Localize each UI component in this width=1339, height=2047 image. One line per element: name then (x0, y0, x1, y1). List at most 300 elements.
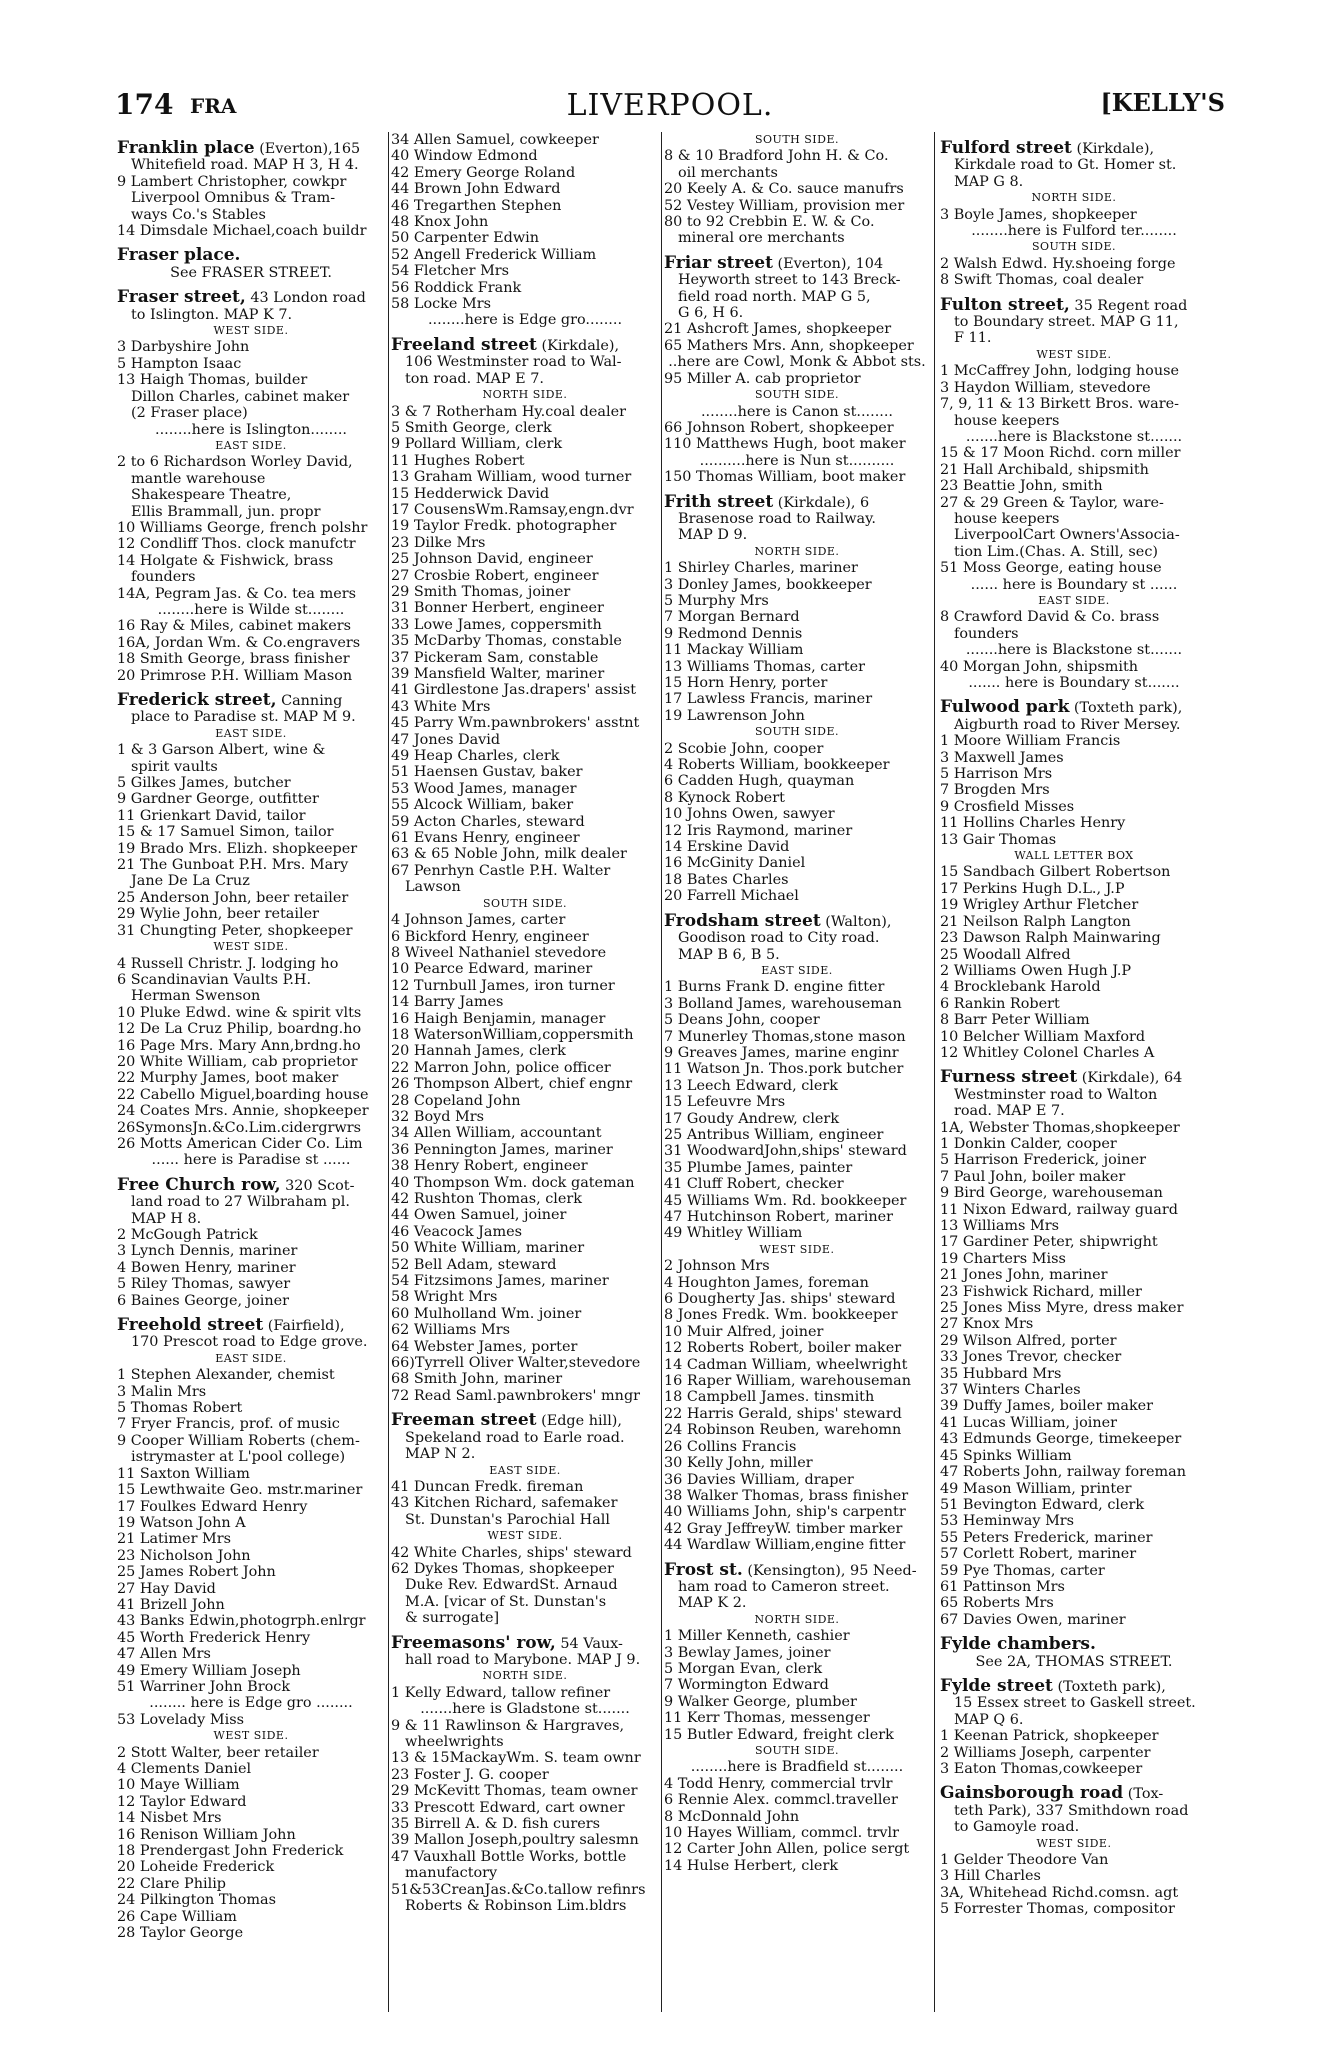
directory-entry: 46 Veacock James (391, 1223, 523, 1240)
directory-entry: 45 Spinks William (940, 1447, 1072, 1464)
directory-entry: 21 Ashcroft James, shopkeeper (664, 321, 892, 338)
directory-entry: 20 Primrose P.H. William Mason (117, 667, 353, 684)
street-description: MAP B 6, B 5. (678, 946, 780, 963)
street-description: (Fairfield), (267, 1318, 345, 1335)
directory-entry: 26 Motts American Cider Co. Lim (117, 1135, 363, 1152)
directory-entry: 21 Hall Archibald, shipsmith (940, 461, 1149, 478)
directory-entry: 20 Farrell Michael (664, 888, 799, 905)
directory-entry: 12 Condliff Thos. clock manufctr (117, 536, 356, 553)
street-heading (940, 1785, 1208, 1802)
directory-entry: 10 Belcher William Maxford (940, 1028, 1146, 1045)
street-description: Aigburth road to River Mersey. (954, 716, 1181, 733)
directory-entry: 40 Morgan John, shipsmith (940, 658, 1139, 675)
directory-entry: 47 Vauxhall Bottle Works, bottle (391, 1848, 627, 1865)
directory-entry: 1 Miller Kenneth, cashier (664, 1628, 850, 1645)
directory-entry: 11 Hollins Charles Henry (940, 815, 1126, 832)
street-heading (664, 494, 930, 511)
directory-entry: 8 Swift Thomas, coal dealer (940, 272, 1144, 289)
directory-entry: 18 WatersonWilliam,coppersmith (391, 1026, 634, 1043)
directory-entry: 7 Munerley Thomas,stone mason (664, 1028, 906, 1045)
cross-reference: ........here is Bradfield st........ (690, 1759, 904, 1776)
street-description: Heyworth street to 143 Breck- (678, 272, 901, 289)
street-heading (391, 337, 659, 354)
directory-entry: 15 Hedderwick David (391, 485, 550, 502)
directory-entry: 2 Stott Walter, beer retailer (117, 1744, 319, 1761)
street-description: (Kirkdale), (1076, 141, 1155, 157)
directory-entry: 13 Haigh Thomas, builder (117, 372, 308, 389)
street-description: (Edge hill), (541, 1413, 622, 1430)
street-description: (Everton), 104 (777, 255, 884, 272)
street-description: (Kirkdale), 6 (777, 494, 870, 511)
directory-entry: 34 Allen Samuel, cowkeeper (391, 132, 599, 148)
section-gap (391, 1404, 659, 1412)
directory-entry: 26SymonsJn.&Co.Lim.cidergrwrs (117, 1119, 362, 1136)
directory-entry: 54 Fitzsimons James, mariner (391, 1273, 609, 1290)
street-description: F 11. (954, 330, 992, 347)
directory-entry: 52 Angell Frederick William (391, 246, 597, 263)
street-heading (391, 1635, 659, 1652)
directory-entry: 27 Knox Mrs (940, 1316, 1034, 1333)
street-description: Kirkdale road to Gt. Homer st. (954, 157, 1177, 174)
entry-continuation: Dillon Charles, cabinet maker (131, 388, 350, 405)
street-heading (391, 1412, 659, 1429)
street-description: 35 Regent road (1074, 297, 1188, 314)
entry-continuation: M.A. [vicar of St. Dunstan's (405, 1593, 607, 1610)
street-name: Gainsborough road (940, 1785, 1124, 1803)
section-gap (940, 1628, 1208, 1636)
street-heading (664, 255, 930, 272)
street-description: hall road to Marybone. MAP J 9. (405, 1651, 641, 1668)
directory-entry: 62 Williams Mrs (391, 1322, 511, 1339)
directory-entry: 13 Williams Thomas, carter (664, 658, 866, 675)
directory-entry: 95 Miller A. cab proprietor (664, 370, 861, 387)
directory-entry: 20 Hannah James, clerk (391, 1043, 566, 1060)
street-name: Friar street (664, 254, 773, 273)
cross-reference: ..........here is Nun st.......... (699, 452, 895, 469)
column-3 (664, 132, 930, 2012)
entry-continuation: & surrogate] (405, 1610, 500, 1627)
directory-entry: 150 Thomas William, boot maker (664, 469, 906, 486)
street-description: 15 Essex street to Gaskell street. (954, 1695, 1196, 1712)
directory-entry: 9 Redmond Dennis (664, 625, 803, 642)
column-rule (661, 132, 662, 2012)
directory-entry: 14 Nisbet Mrs (117, 1810, 222, 1827)
street-description: (Kirkdale), (541, 337, 620, 354)
street-description: Canning (281, 693, 343, 709)
directory-entry: 25 Johnson David, engineer (391, 551, 593, 568)
entry-continuation: Herman Swenson (131, 988, 261, 1005)
street-description: 54 Vaux- (560, 1635, 623, 1652)
directory-entry: 13 Graham William, wood turner (391, 469, 632, 486)
directory-entry: 31 Bonner Herbert, engineer (391, 600, 604, 617)
directory-entry: 50 Carpenter Edwin (391, 230, 540, 247)
directory-entry: 7 Wormington Edward (664, 1677, 829, 1694)
directory-entry: 18 Smith George, brass finisher (117, 651, 350, 668)
street-description: 106 Westminster road to Wal- (405, 354, 622, 371)
directory-entry: 3 Boyle James, shopkeeper (940, 206, 1137, 223)
street-description: (Toxteth park), (1057, 1678, 1166, 1695)
directory-entry: 2 Williams Joseph, carpenter (940, 1744, 1151, 1761)
street-name: Fulton street, (940, 296, 1070, 315)
directory-entry: 41 Cluff Robert, checker (664, 1176, 844, 1193)
directory-entry: 43 Edmunds George, timekeeper (940, 1431, 1182, 1448)
directory-entry: 9 Crosfield Misses (940, 798, 1075, 815)
directory-entry: 3 Maxwell James (940, 749, 1064, 766)
directory-entry: 35 Hubbard Mrs (940, 1365, 1062, 1382)
directory-entry: 11 Nixon Edward, railway guard (940, 1201, 1178, 1218)
section-gap (940, 289, 1208, 297)
directory-entry: 4 Brocklebank Harold (940, 979, 1101, 996)
directory-entry: 8 Barr Peter William (940, 1012, 1090, 1029)
directory-entry: 5 Morgan Evan, clerk (664, 1660, 823, 1677)
directory-entry: 32 Boyd Mrs (391, 1108, 485, 1125)
directory-entry: 25 James Robert John (117, 1564, 276, 1581)
directory-entry: 16 Raper William, warehouseman (664, 1373, 912, 1390)
directory-entry: 19 Taylor Fredk. photographer (391, 518, 617, 535)
cross-reference: ........here is Islington........ (155, 421, 347, 438)
entry-continuation: Liverpool Omnibus & Tram- (131, 190, 336, 207)
directory-entry: 5 Harrison Frederick, joiner (940, 1152, 1147, 1169)
directory-entry: 9 Lambert Christopher, cowkpr (117, 173, 347, 190)
directory-entry: 35 Plumbe James, painter (664, 1159, 853, 1176)
side-heading: SOUTH SIDE. (483, 896, 567, 910)
directory-entry: 1 Kelly Edward, tallow refiner (391, 1684, 611, 1701)
street-description: Brasenose road to Railway. (678, 510, 876, 527)
directory-entry: 18 Campbell James. tinsmith (664, 1389, 875, 1406)
street-description: to Boundary street. MAP G 11, (954, 314, 1179, 331)
directory-entry: 9 Cooper William Roberts (chem- (117, 1432, 360, 1449)
directory-entry: 49 Emery William Joseph (117, 1662, 301, 1679)
section-gap (940, 1777, 1208, 1785)
section-gap (664, 247, 930, 255)
directory-entry: 1 McCaffrey John, lodging house (940, 363, 1180, 380)
street-description: to Islington. MAP K 7. (131, 306, 293, 323)
directory-entry: 49 Heap Charles, clerk (391, 748, 560, 765)
directory-entry: 15 Lewthwaite Geo. mstr.mariner (117, 1482, 363, 1499)
entry-continuation: oil merchants (678, 164, 778, 181)
section-gap (117, 132, 385, 140)
directory-entry: 7 Fryer Francis, prof. of music (117, 1416, 340, 1433)
directory-entry: 45 Worth Frederick Henry (117, 1629, 311, 1646)
side-heading: SOUTH SIDE. (755, 133, 839, 146)
directory-entry: 72 Read Saml.pawnbrokers' mngr (391, 1387, 641, 1404)
directory-entry: 1 Stephen Alexander, chemist (117, 1367, 335, 1384)
directory-entry: 9 Bird George, warehouseman (940, 1185, 1163, 1202)
directory-entry: 43 White Mrs (391, 698, 491, 715)
street-description: 170 Prescot road to Edge grove. (131, 1334, 368, 1351)
directory-entry: 36 Davies William, draper (664, 1471, 854, 1488)
directory-entry: 8 Crawford David & Co. brass (940, 609, 1160, 626)
street-name: Frost st. (664, 1561, 743, 1579)
street-description: G 6, H 6. (678, 305, 744, 322)
directory-entry: 5 Smith George, clerk (391, 419, 552, 436)
directory-entry: 11 Kerr Thomas, messenger (664, 1710, 870, 1727)
street-description: MAP N 2. (405, 1446, 476, 1463)
directory-entry: 5 Thomas Robert (117, 1400, 243, 1417)
directory-entry: 67 Davies Owen, mariner (940, 1611, 1126, 1628)
directory-entry: 22 Harris Gerald, ships' steward (664, 1405, 902, 1422)
directory-entry: 7 Paul John, boiler maker (940, 1168, 1126, 1185)
column-4 (940, 132, 1208, 2012)
section-gap (940, 1670, 1208, 1678)
directory-entry: 20 Loheide Frederick (117, 1859, 275, 1876)
directory-entry: 42 Gray JeffreyW. timber marker (664, 1520, 903, 1537)
directory-entry: 51 Warriner John Brock (117, 1678, 291, 1695)
directory-entry: 40 Window Edmond (391, 148, 538, 165)
directory-entry: 28 Taylor George (117, 1925, 244, 1942)
directory-entry: 3A, Whitehead Richd.comsn. agt (940, 1884, 1179, 1901)
street-heading (940, 1069, 1208, 1086)
directory-entry: 67 Penrhyn Castle P.H. Walter (391, 862, 611, 879)
side-heading: NORTH SIDE. (482, 388, 568, 402)
directory-entry: 6 Dougherty Jas. ships' steward (664, 1291, 896, 1308)
directory-entry: 29 Wilson Alfred, porter (940, 1332, 1117, 1349)
cross-reference: ........here is Edge gro........ (427, 312, 623, 329)
directory-entry: 10 Johns Owen, sawyer (664, 806, 835, 823)
directory-entry: 8 McDonnald John (664, 1808, 800, 1825)
column-rule (934, 132, 935, 2012)
directory-entry: 7 Morgan Bernard (664, 609, 800, 626)
street-description: MAP H 8. (131, 1210, 202, 1227)
directory-entry: 25 Woodall Alfred (940, 946, 1071, 963)
directory-entry: 23 Foster J. G. cooper (391, 1766, 549, 1783)
section-gap (664, 905, 930, 913)
directory-entry: 56 Roddick Frank (391, 279, 522, 296)
directory-entry: 47 Allen Mrs (117, 1646, 211, 1663)
directory-entry: 23 Fishwick Richard, miller (940, 1283, 1142, 1300)
directory-entry: 3 Donley James, bookkeeper (664, 576, 872, 593)
directory-entry: 5 Riley Thomas, sawyer (117, 1276, 291, 1293)
directory-entry: 42 White Charles, ships' steward (391, 1544, 632, 1561)
entry-continuation: Duke Rev. EdwardSt. Arnaud (405, 1577, 618, 1594)
column-2 (391, 132, 659, 2012)
side-heading: EAST SIDE. (761, 963, 833, 977)
directory-entry: 4 Todd Henry, commercial trvlr (664, 1775, 893, 1792)
directory-entry: 40 Williams John, ship's carpentr (664, 1504, 906, 1521)
directory-entry: 10 Pluke Edwd. wine & spirit vlts (117, 1004, 362, 1021)
directory-entry: 29 Wylie John, beer retailer (117, 906, 319, 923)
directory-entry: 44 Wardlaw William,engine fitter (664, 1537, 906, 1554)
directory-entry: 14 Hulse Herbert, clerk (664, 1857, 839, 1874)
cross-reference: ...... here is Paradise st ...... (151, 1152, 351, 1169)
directory-entry: 38 Henry Robert, engineer (391, 1158, 588, 1175)
side-heading: SOUTH SIDE. (755, 388, 839, 402)
directory-entry: 51 Haensen Gustav, baker (391, 764, 583, 781)
entry-continuation: (2 Fraser place) (131, 405, 248, 422)
street-name: Freehold street (117, 1317, 264, 1335)
directory-entry: 8 & 10 Bradford John H. & Co. (664, 148, 889, 165)
directory-entry: 39 Duffy James, boiler maker (940, 1398, 1154, 1415)
directory-entry: 58 Wright Mrs (391, 1289, 498, 1306)
directory-entry: 16 Haigh Benjamin, manager (391, 1010, 606, 1027)
directory-entry: 11 Mackay William (664, 642, 804, 659)
directory-entry: 40 Thompson Wm. dock gateman (391, 1174, 635, 1191)
directory-entry: 4 Roberts William, bookkeeper (664, 757, 890, 774)
directory-entry: 10 Williams George, french polshr (117, 519, 368, 536)
directory-entry: 31 Chungting Peter, shopkeeper (117, 922, 353, 939)
directory-entry: 18 Prendergast John Frederick (117, 1843, 344, 1860)
directory-entry: 21 The Gunboat P.H. Mrs. Mary (117, 857, 349, 874)
directory-entry: 5 Murphy Mrs (664, 592, 769, 609)
directory-entry: 17 Perkins Hugh D.L., J.P (940, 880, 1125, 897)
directory-entry: 29 McKevitt Thomas, team owner (391, 1783, 638, 1800)
cross-reference: .......here is Blackstone st....... (965, 642, 1183, 659)
directory-entry: 8 Wiveel Nathaniel stevedore (391, 944, 607, 961)
directory-entry: 14 Dimsdale Michael,coach buildr (117, 223, 367, 240)
directory-entry: 51 Bevington Edward, clerk (940, 1496, 1145, 1513)
entry-continuation: spirit vaults (131, 758, 218, 775)
directory-entry: 15 Sandbach Gilbert Robertson (940, 864, 1171, 881)
directory-entry: 3 Lynch Dennis, mariner (117, 1243, 298, 1260)
directory-entry: 17 Goudy Andrew, clerk (664, 1110, 840, 1127)
street-name: Fylde chambers. (940, 1636, 1096, 1654)
street-name: Furness street (940, 1069, 1078, 1087)
directory-entry: 22 Clare Philip (117, 1875, 227, 1892)
directory-entry: 35 McDarby Thomas, constable (391, 633, 622, 650)
cross-reference: ..here are Cowl, Monk & Abbot sts. (668, 354, 926, 371)
directory-entry: 29 Smith Thomas, joiner (391, 583, 571, 600)
directory-entry: 9 Pollard William, clerk (391, 436, 563, 453)
directory-entry: 42 Emery George Roland (391, 164, 576, 181)
directory-entry: 59 Acton Charles, steward (391, 813, 585, 830)
directory-entry: 23 Dawson Ralph Mainwaring (940, 930, 1161, 947)
directory-entry: 4 Johnson James, carter (391, 912, 566, 929)
directory-entry: 6 Scandinavian Vaults P.H. (117, 971, 312, 988)
directory-entry: 8 Kynock Robert (664, 789, 785, 806)
directory-entry: 1 Gelder Theodore Van (940, 1852, 1109, 1869)
directory-entry: 26 Thompson Albert, chief engnr (391, 1076, 633, 1093)
directory-entry: 65 Roberts Mrs (940, 1595, 1054, 1612)
side-heading: WEST SIDE. (1036, 347, 1112, 361)
directory-entry: 33 Lowe James, coppersmith (391, 616, 602, 633)
directory-entry: 21 Neilson Ralph Langton (940, 913, 1131, 930)
directory-entry: 6 Baines George, joiner (117, 1292, 290, 1309)
street-description: ham road to Cameron street. (678, 1578, 890, 1595)
directory-entry: 25 Antribus William, engineer (664, 1126, 884, 1143)
directory-entry: 39 Mansfield Walter, mariner (391, 666, 605, 682)
section-gap (940, 132, 1208, 140)
directory-entry: 19 Wrigley Arthur Fletcher (940, 897, 1139, 914)
directory-entry: 16 McGinity Daniel (664, 855, 806, 872)
directory-entry: 22 Murphy James, boot maker (117, 1070, 339, 1087)
side-heading: WEST SIDE. (213, 1729, 289, 1743)
directory-entry: 22 Marron John, police officer (391, 1059, 611, 1076)
directory-entry: 41 Lucas William, joiner (940, 1414, 1118, 1431)
street-description: field road north. MAP G 5, (678, 288, 871, 305)
directory-entry: 55 Alcock William, baker (391, 797, 574, 814)
directory-entry: 47 Jones David (391, 731, 501, 748)
directory-entry: 19 Lawrenson John (664, 707, 805, 724)
directory-entry: 55 Peters Frederick, mariner (940, 1529, 1153, 1546)
section-gap (117, 1169, 385, 1177)
directory-entry: 5 Deans John, cooper (664, 1012, 820, 1029)
directory-entry: 12 Whitley Colonel Charles A (940, 1044, 1155, 1061)
cross-reference: See 2A, THOMAS STREET. (975, 1653, 1173, 1670)
directory-entry: 31 WoodwardJohn,ships' steward (664, 1143, 907, 1160)
directory-entry: 9 Walker George, plumber (664, 1693, 857, 1710)
entry-continuation: Lawson (405, 879, 461, 896)
directory-entry: 4 Houghton James, foreman (664, 1274, 869, 1291)
street-name: Fraser street, (117, 289, 246, 307)
directory-entry: 9 Gardner George, outfitter (117, 791, 319, 808)
directory-entry: 24 Pilkington Thomas (117, 1892, 277, 1909)
running-head-abbrev: FRA (190, 94, 237, 118)
street-name: Fraser place. (117, 247, 241, 265)
directory-entry: 15 & 17 Moon Richd. corn miller (940, 445, 1181, 462)
street-description: (Kirkdale), 64 (1081, 1070, 1183, 1087)
directory-entry: 1 & 3 Garson Albert, wine & (117, 742, 326, 759)
side-heading: SOUTH SIDE. (1032, 240, 1116, 254)
directory-entry: 3 Malin Mrs (117, 1383, 207, 1400)
directory-entry: 14 Erskine David (664, 839, 790, 856)
entry-continuation: ways Co.'s Stables (131, 206, 266, 223)
directory-entry: 42 Rushton Thomas, clerk (391, 1191, 582, 1207)
directory-entry: 49 Whitley William (664, 1225, 803, 1242)
directory-entry: 50 White William, mariner (391, 1240, 585, 1257)
directory-entry: 3 Haydon William, stevedore (940, 379, 1151, 396)
street-name: Free Church row, (117, 1176, 281, 1195)
entry-continuation: house keepers (954, 412, 1060, 429)
cross-reference: ........here is Fulford ter........ (971, 223, 1177, 240)
directory-entry: 41 Duncan Fredk. fireman (391, 1478, 584, 1495)
side-heading: EAST SIDE. (489, 1463, 561, 1477)
directory-entry: 43 Banks Edwin,photogrph.enlrgr (117, 1613, 366, 1630)
section-gap (117, 684, 385, 692)
column-rule (388, 132, 389, 2012)
directory-entry: 33 Jones Trevor, checker (940, 1349, 1122, 1366)
directory-entry: 21 Jones John, mariner (940, 1267, 1108, 1284)
side-heading: NORTH SIDE. (1031, 191, 1117, 205)
directory-entry: 12 Roberts Robert, boiler maker (664, 1340, 902, 1357)
directory-entry: 35 Birrell A. & D. fish curers (391, 1816, 601, 1833)
section-gap (940, 691, 1208, 699)
street-heading (117, 1317, 385, 1334)
directory-entry: 12 Taylor Edward (117, 1793, 247, 1810)
side-heading: NORTH SIDE. (754, 1612, 840, 1626)
directory-entry: 26 Collins Francis (664, 1438, 797, 1455)
directory-entry: 5 Hampton Isaac (117, 355, 242, 372)
directory-entry: 2 Williams Owen Hugh J.P (940, 962, 1132, 979)
directory-entry: 51&53CreanJas.&Co.tallow refinrs (391, 1881, 646, 1898)
directory-entry: 28 Copeland John (391, 1092, 521, 1109)
street-description: teth Park), 337 Smithdown road (954, 1802, 1189, 1819)
side-heading: EAST SIDE. (215, 1351, 287, 1365)
cross-reference: .......here is Blackstone st....... (965, 428, 1183, 445)
directory-entry: 38 Walker Thomas, brass finisher (664, 1487, 909, 1504)
directory-entry: 3 Bewlay James, joiner (664, 1644, 831, 1661)
directory-entry: 1 Donkin Calder, cooper (940, 1135, 1117, 1152)
street-name: Frederick street, (117, 692, 277, 710)
directory-entry: 52 Vestey William, provision mer (664, 197, 905, 214)
side-heading: NORTH SIDE. (482, 1669, 568, 1683)
street-description: (Everton),165 (259, 141, 361, 157)
directory-entry: 24 Coates Mrs. Annie, shopkeeper (117, 1103, 369, 1120)
directory-entry: 7, 9, 11 & 13 Birkett Bros. ware- (940, 396, 1180, 413)
entry-continuation: manufactory (405, 1865, 498, 1882)
directory-entry: 66)Tyrrell Oliver Walter,stevedore (391, 1355, 641, 1372)
section-gap (391, 1627, 659, 1635)
street-heading (117, 140, 385, 157)
street-description: ton road. MAP E 7. (405, 370, 544, 387)
directory-entry: 61 Pattinson Mrs (940, 1578, 1065, 1595)
entry-continuation: founders (954, 625, 1019, 642)
side-heading: WEST SIDE. (487, 1529, 563, 1543)
directory-entry: 1 Keenan Patrick, shopkeeper (940, 1728, 1159, 1745)
directory-entry: 1 Burns Frank D. engine fitter (664, 979, 885, 996)
directory-entry: 62 Dykes Thomas, shopkeeper (391, 1560, 614, 1577)
directory-entry: 43 Kitchen Richard, safemaker (391, 1495, 618, 1512)
directory-entry: 19 Brado Mrs. Elizh. shopkeeper (117, 840, 358, 857)
